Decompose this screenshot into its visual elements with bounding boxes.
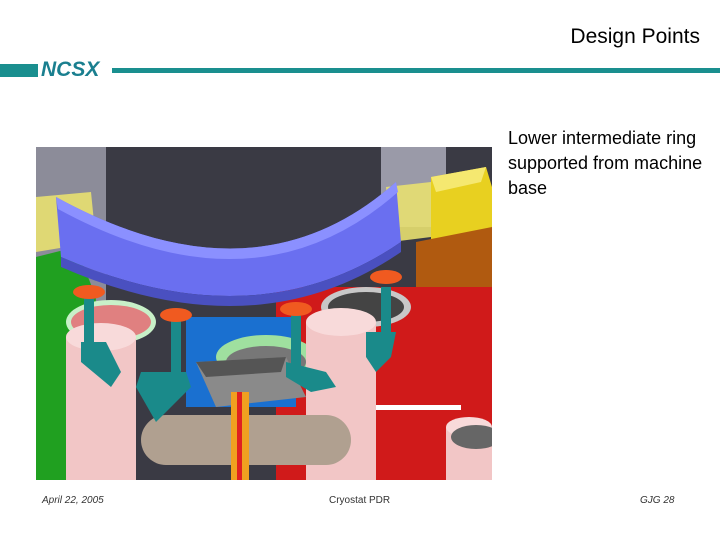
cad-render-image [36, 147, 492, 480]
header-bar-left [0, 64, 38, 77]
slide-title: Design Points [570, 25, 700, 48]
cad-render-illustration [36, 147, 492, 480]
footer-title: Cryostat PDR [329, 495, 391, 506]
header-bar-right [112, 68, 720, 73]
footer-page-number: GJG 28 [640, 495, 675, 506]
slide-caption: Lower intermediate ring supported from machine base [508, 128, 703, 198]
footer-date: April 22, 2005 [42, 495, 104, 506]
ncsx-logo: NCSX [41, 58, 100, 81]
